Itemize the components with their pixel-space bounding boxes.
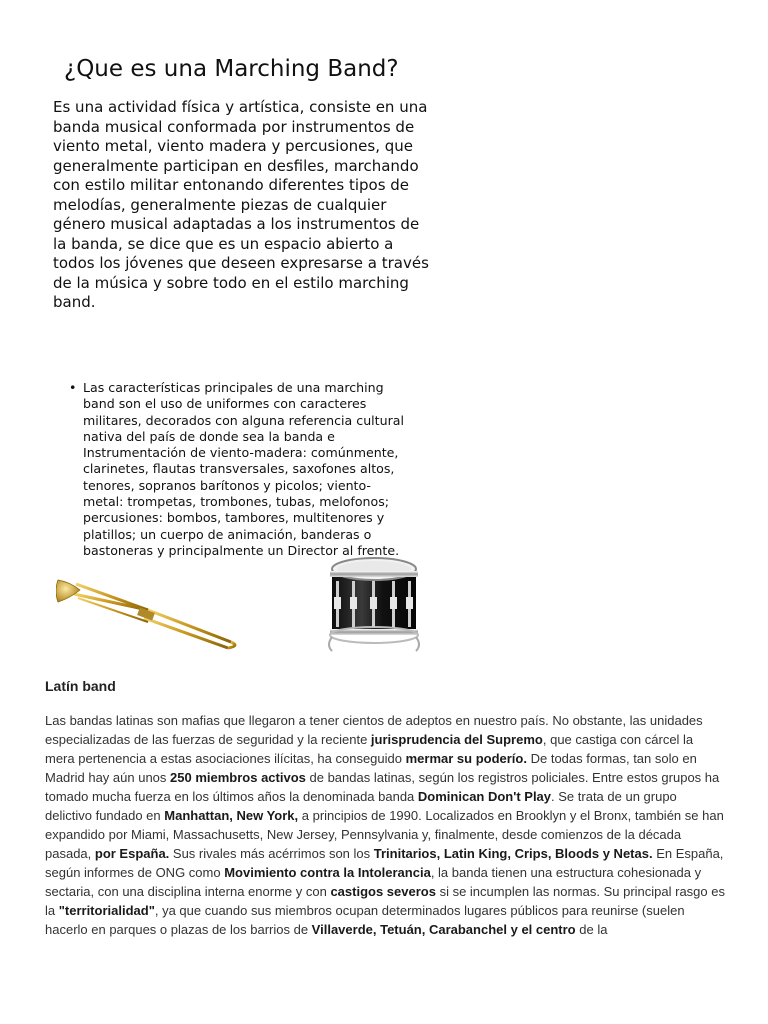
article-emphasis: "territorialidad" (58, 903, 155, 918)
article-emphasis: por España. (94, 846, 170, 861)
article-emphasis: Movimiento contra la Intolerancia (224, 865, 431, 880)
article-text: Sus rivales más acérrimos son los (169, 846, 374, 861)
article-text: De todas formas, tan solo en Madrid hay aún unos (45, 751, 697, 785)
bullet-text: Las características principales de una marching band son el uso de uniformes con caracteres militares, decorados con alguna referencia cultural nativa del país de donde sea la banda e Instrumentación de viento-madera: comúnmente, clarinetes, flautas transversales, saxofones altos, tenores, sopranos barítonos y picolos; viento-metal: trompetas, trombones, tubas, melofonos; percusiones: bombos, tambores, multitenores y platillos; un cuerpo de animación, banderas o bastoneras y principalmente un Director al frente. (83, 380, 404, 558)
slide-title: ¿Que es una Marching Band? (64, 56, 399, 82)
article-text: de la (575, 922, 608, 937)
article-text: . Se trata de un grupo delictivo fundado en (45, 789, 677, 823)
slide-bullet-item (69, 380, 407, 559)
article-text: , ya que cuando sus miembros ocupan determinados lugares públicos para reunirse (suelen hacerlo en parques o plazas de los barrios de (45, 903, 685, 937)
article-text: a principios de 1990. Localizados en Brooklyn y el Bronx, también se han expandido por Miami, Massachusetts, New Jersey, Pennsylvania y, finalmente, desde comienzos de la década pasada, (45, 808, 724, 861)
article-emphasis: Dominican Don't Play (417, 789, 552, 804)
article-emphasis: Manhattan, New York, (164, 808, 299, 823)
article-text: Las bandas latinas son mafias que llegaron a tener cientos de adeptos en nuestro país. No obstante, las unidades especializadas de las fuerzas de seguridad y la reciente (45, 713, 703, 747)
article-emphasis: castigos severos (330, 884, 436, 899)
article-emphasis: Villaverde, Tetuán, Carabanchel y el centro (311, 922, 576, 937)
article-text: , la banda tienen una estructura cohesionada y sectaria, con una disciplina interna enorme y con (45, 865, 702, 899)
section-heading: Latín band (45, 678, 116, 694)
article-emphasis: jurisprudencia del Supremo (370, 732, 543, 747)
trombone-image (56, 572, 242, 652)
bullet-marker: • (69, 380, 77, 395)
article-emphasis: mermar su poderío. (405, 751, 527, 766)
article-text: En España, según informes de ONG como (45, 846, 724, 880)
article-emphasis: 250 miembros activos (170, 770, 306, 785)
slide-intro-paragraph: Es una actividad física y artística, consiste en una banda musical conformada por instrumentos de viento metal, viento madera y percusiones, que generalmente participan en desfiles, marchando con estilo militar entonando diferentes tipos de melodías, generalmente piezas de cualquier género musical adaptadas a los instrumentos de la banda, se dice que es un espacio abierto a todos los jóvenes que deseen expresarse a través de la música y sobre todo en el estilo marching band. (53, 98, 429, 311)
article-paragraph (45, 711, 725, 961)
article-emphasis: Trinitarios, Latin King, Crips, Bloods y Netas. (373, 846, 653, 861)
article-text: si se incumplen las normas. Su principal rasgo es la (45, 884, 725, 918)
article-text: , que castiga con cárcel la mera pertenencia a estas asociaciones ilícitas, ha conseguido (45, 732, 694, 766)
snare-drum-image (326, 553, 422, 653)
article-text: de bandas latinas, según los registros policiales. Entre estos grupos ha tomado mucha fuerza en los últimos años la denominada banda (45, 770, 720, 804)
